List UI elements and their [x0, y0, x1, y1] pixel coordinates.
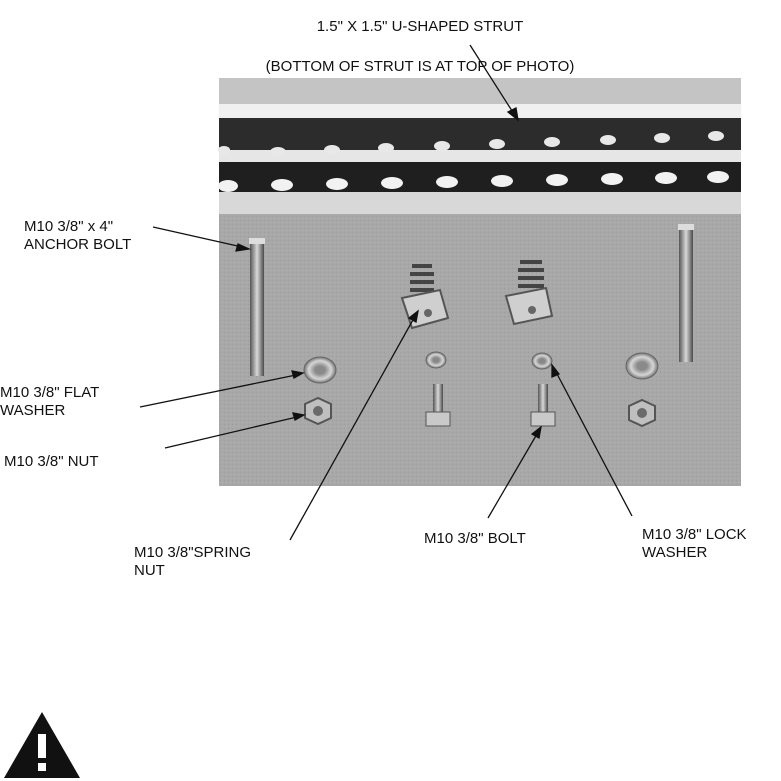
spring-nut-label: M10 3/8"SPRING NUT: [134, 544, 252, 579]
strut-label: [0, 0, 781, 97]
lock-washer-right: [532, 353, 552, 369]
nut-label: M10 3/8" NUT: [4, 453, 99, 470]
u-shaped-strut: [218, 118, 741, 214]
lock-washer-left: [426, 352, 446, 368]
bolt-label: M10 3/8" BOLT: [424, 530, 526, 547]
anchor-bolt-label: M10 3/8" x 4" ANCHOR BOLT: [24, 218, 132, 253]
anchor-bolt-left: [249, 238, 265, 376]
lock-washer-label: M10 3/8" LOCK WASHER: [642, 526, 747, 561]
anchor-bolt-right: [678, 224, 694, 362]
warning-triangle-icon: [2, 710, 82, 780]
strut-label-line2: (BOTTOM OF STRUT IS AT TOP OF PHOTO): [265, 58, 575, 75]
flat-washer-label: M10 3/8" FLAT WASHER: [0, 384, 100, 419]
strut-label-line1: 1.5" X 1.5" U-SHAPED STRUT: [316, 18, 524, 35]
